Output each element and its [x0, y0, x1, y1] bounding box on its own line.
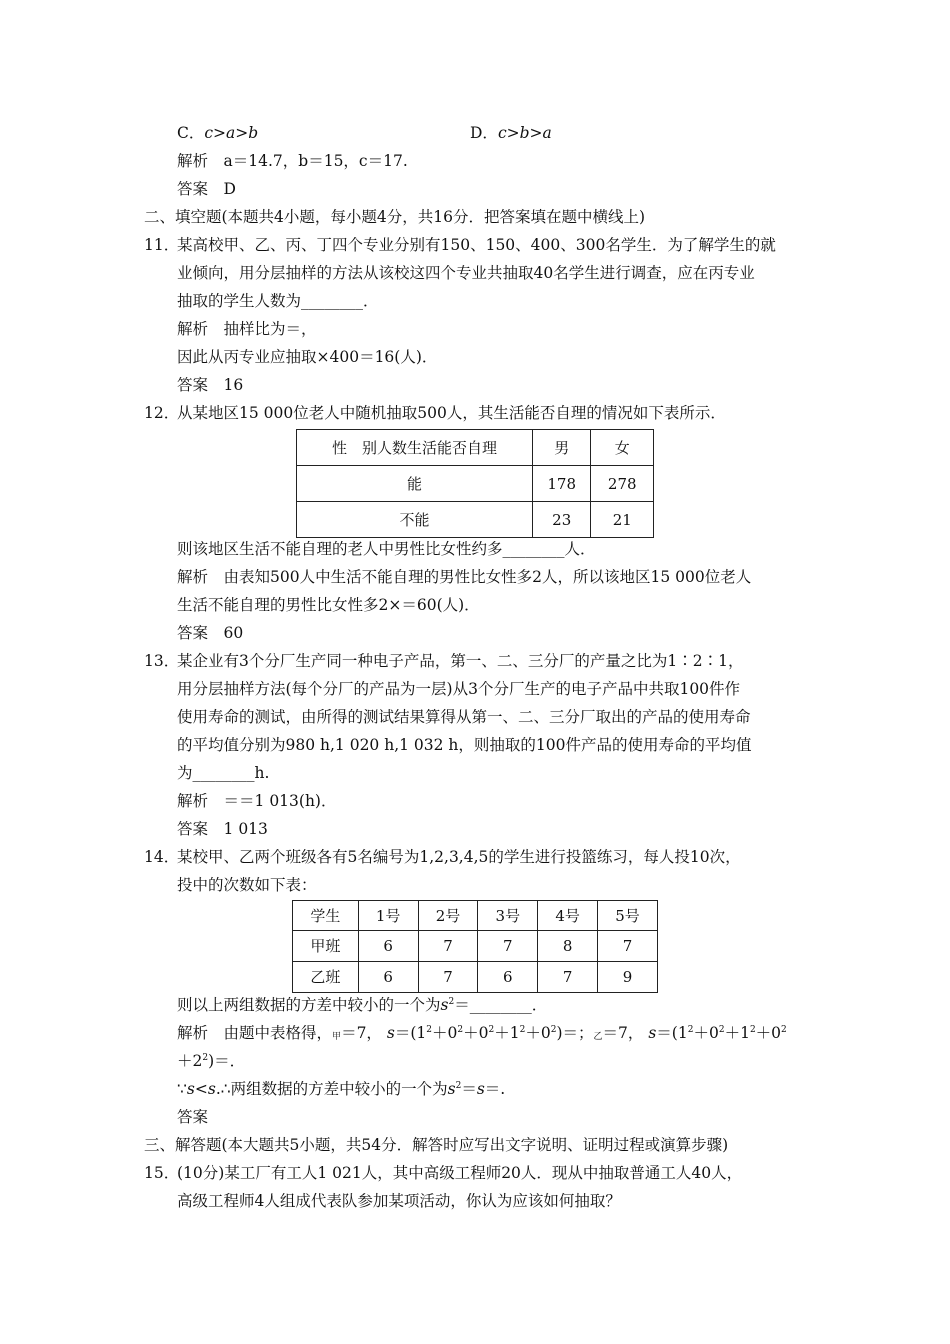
q14-line: 投中的次数如下表： [177, 876, 317, 894]
table-cell: 7 [598, 931, 658, 962]
q12-line: 从某地区15 000位老人中随机抽取500人，其生活能否自理的情况如下表所示． [177, 404, 726, 422]
q11-analysis: 解析 抽样比为＝， [177, 320, 317, 338]
table-header-cell: 性 别人数生活能否自理 [297, 430, 533, 466]
option-d: D．c>b>a [470, 124, 552, 142]
q10-answer: 答案 D [177, 180, 236, 198]
q14-table [292, 900, 658, 993]
q12-question: 则该地区生活不能自理的老人中男性比女性约多________人． [177, 540, 596, 558]
q12-analysis: 解析 由表知500人中生活不能自理的男性比女性多2人，所以该地区15 000位老人 [177, 568, 752, 586]
q13-answer: 答案 1 013 [177, 820, 268, 838]
table-cell: 21 [591, 502, 654, 538]
table-cell: 不能 [297, 502, 533, 538]
table-header-cell: 1号 [358, 901, 418, 931]
q11-line: 抽取的学生人数为________． [177, 292, 379, 310]
table-cell: 8 [538, 931, 598, 962]
q11-number: 11． [144, 236, 180, 254]
table-cell: 7 [538, 962, 598, 993]
q11-line: 业倾向，用分层抽样的方法从该校这四个专业共抽取40名学生进行调查，应在丙专业 [177, 264, 755, 282]
section2-heading: 二、填空题(本题共4小题，每小题4分，共16分．把答案填在题中横线上) [144, 208, 646, 226]
q14-conclusion: ∵s<s.∴两组数据的方差中较小的一个为$s^2=s=$. [177, 1080, 506, 1098]
q14-analysis-line2: $+2^2)=$． [177, 1052, 246, 1070]
q14-line: 某校甲、乙两个班级各有5名编号为1,2,3,4,5的学生进行投篮练习，每人投10次， [177, 848, 741, 866]
table-cell: 6 [358, 962, 418, 993]
q10-analysis: 解析 a＝14.7，b＝15，c＝17. [177, 152, 408, 170]
q14-question: 则以上两组数据的方差中较小的一个为$s^2=\_\_\_\_\_\_\_\_$． [177, 996, 548, 1014]
table-header-cell: 5号 [598, 901, 658, 931]
q13-line: 用分层抽样方法(每个分厂的产品为一层)从3个分厂生产的电子产品中共取100件作 [177, 680, 741, 698]
q15-number: 15． [144, 1164, 180, 1182]
q13-line: 为________h. [177, 764, 270, 782]
table-cell: 9 [598, 962, 658, 993]
section3-heading: 三、解答题(本大题共5小题，共54分．解答时应写出文字说明、证明过程或演算步骤) [144, 1136, 729, 1154]
option-c: C．c>a>b [177, 124, 259, 142]
table-cell: 乙班 [293, 962, 359, 993]
q13-line: 使用寿命的测试，由所得的测试结果算得从第一、二、三分厂取出的产品的使用寿命 [177, 708, 751, 726]
table-header-cell: 2号 [418, 901, 478, 931]
table-cell: 7 [418, 931, 478, 962]
table-cell: 23 [532, 502, 591, 538]
q15-line: (10分)某工厂有工人1 021人，其中高级工程师20人．现从中抽取普通工人40人， [177, 1164, 743, 1182]
table-header-cell: 男 [532, 430, 591, 466]
table-cell: 6 [358, 931, 418, 962]
q12-number: 12． [144, 404, 180, 422]
q13-number: 13． [144, 652, 180, 670]
table-header-cell: 学生 [293, 901, 359, 931]
q13-line: 某企业有3个分厂生产同一种电子产品，第一、二、三分厂的产量之比为1∶2∶1， [177, 652, 744, 670]
q12-analysis-line2: 生活不能自理的男性比女性多2×＝60(人)． [177, 596, 480, 614]
q12-answer: 答案 60 [177, 624, 244, 642]
q12-table [296, 429, 654, 538]
table-header-cell: 4号 [538, 901, 598, 931]
table-cell: 178 [532, 466, 591, 502]
q15-line: 高级工程师4人组成代表队参加某项活动，你认为应该如何抽取？ [177, 1192, 621, 1210]
table-cell: 能 [297, 466, 533, 502]
q14-number: 14． [144, 848, 180, 866]
q13-analysis: 解析 ＝＝1 013(h)． [177, 792, 337, 810]
table-header-cell: 3号 [478, 901, 538, 931]
q13-line: 的平均值分别为980 h,1 020 h,1 032 h，则抽取的100件产品的使用寿命的平均值 [177, 736, 752, 754]
q14-analysis: 解析 由题中表格得，$_甲$＝7， $s=(1^2+0^2+0^2+1^2+0^2)=$；$_乙$＝7， $s=(1^2+0^2+1^2+0^2$ [177, 1024, 787, 1042]
table-header-cell: 女 [591, 430, 654, 466]
q14-answer: 答案 [177, 1108, 209, 1126]
table-cell: 7 [418, 962, 478, 993]
table-cell: 6 [478, 962, 538, 993]
q11-answer: 答案 16 [177, 376, 244, 394]
q11-line: 某高校甲、乙、丙、丁四个专业分别有150、150、400、300名学生．为了解学生的就 [177, 236, 776, 254]
table-cell: 甲班 [293, 931, 359, 962]
table-cell: 7 [478, 931, 538, 962]
q11-analysis-line2: 因此从丙专业应抽取×400＝16(人)． [177, 348, 438, 366]
table-cell: 278 [591, 466, 654, 502]
